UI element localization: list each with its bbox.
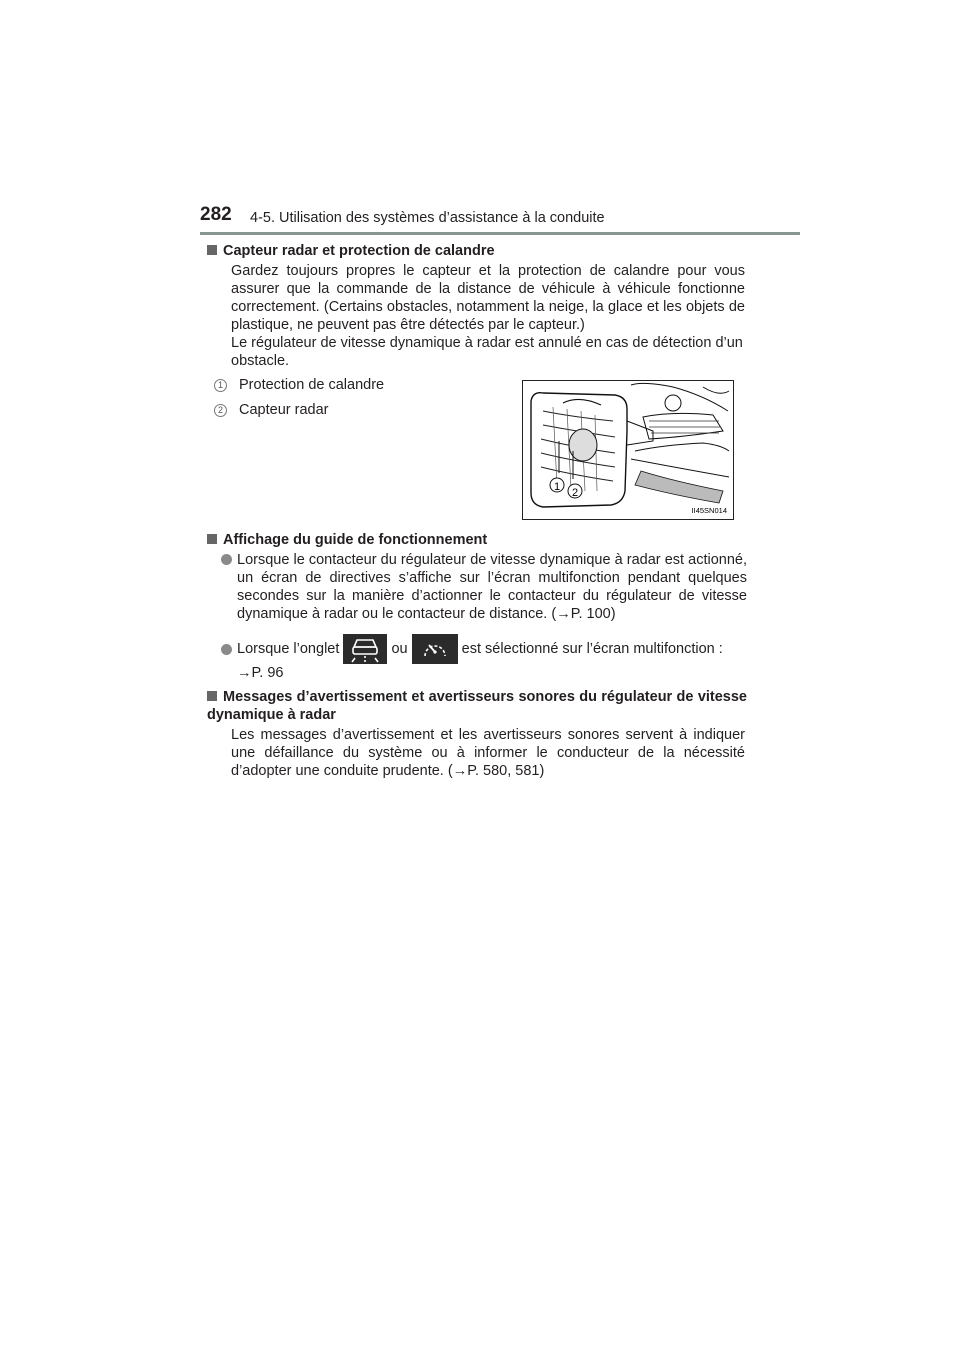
figure-code: II45SN014	[691, 506, 727, 515]
bullet-text: Lorsque le contacteur du régulateur de vitesse dynamique à radar est actionné, un écran de directives s’affiche sur l’écran multifonction pendant quelques secondes sur la manière d’actionner le contacteur du régulateur de vitesse dynamique à radar ou le contacteur de distance. (→P. 100)	[237, 552, 747, 622]
figure-marker-1: 1	[553, 481, 561, 493]
page-number: 282	[200, 204, 232, 225]
paragraph-text: Le régulateur de vitesse dynamique à radar est annulé en cas de détection d’un obstacle.	[231, 335, 743, 369]
bullet-text-row	[237, 634, 747, 664]
round-bullet-icon	[221, 554, 232, 565]
section-heading-radar	[207, 242, 747, 260]
header-divider	[200, 232, 800, 235]
callout-number: 2	[214, 404, 227, 417]
callout-2	[214, 402, 328, 418]
section-heading-guide	[207, 531, 747, 549]
bullet-text-before: Lorsque l’onglet	[237, 641, 340, 657]
heading-text: Messages d’avertissement et avertisseurs sonores du régulateur de vitesse dynamique à radar	[207, 689, 747, 723]
bullet-item-tab	[221, 634, 747, 664]
callout-label: Protection de calandre	[239, 377, 385, 393]
round-bullet-icon	[221, 644, 232, 655]
speedometer-tab-icon	[412, 634, 458, 664]
paragraph-warnings	[231, 726, 745, 780]
callout-label: Capteur radar	[239, 402, 329, 418]
page-reference: →P. 96	[237, 665, 284, 681]
callout-1	[214, 377, 384, 393]
paragraph-text: Gardez toujours propres le capteur et la protection de calandre pour vous assurer que la commande de la distance de véhicule à véhicule fonctionne correctement. (Certains obstacles, notamment la neige, la glace et les objets de plastique, ne peuvent pas être détectés par le capteur.)	[231, 263, 745, 333]
figure-marker-2: 2	[571, 487, 579, 499]
driving-assist-tab-icon	[343, 634, 387, 664]
section-heading-warnings	[207, 688, 747, 724]
callout-number: 1	[214, 379, 227, 392]
square-bullet-icon	[207, 691, 217, 701]
bullet-text-after: est sélectionné sur l’écran multifonction :	[461, 641, 723, 657]
heading-text: Capteur radar et protection de calandre	[223, 243, 495, 259]
section-title: 4-5. Utilisation des systèmes d’assistance à la conduite	[250, 210, 605, 226]
bullet-item-guide	[221, 551, 747, 623]
paragraph-radar	[231, 262, 745, 370]
car-front-drawing	[523, 381, 733, 519]
paragraph-text: Les messages d’avertissement et les avertisseurs sonores servent à indiquer une défaillance du système ou à informer le conducteur de la nécessité d’adopter une conduite prudente. (→P. 580, 581)	[231, 727, 745, 779]
bullet-text-or: ou	[391, 641, 408, 657]
heading-text: Affichage du guide de fonctionnement	[223, 532, 488, 548]
square-bullet-icon	[207, 534, 217, 544]
square-bullet-icon	[207, 245, 217, 255]
grille-radar-illustration	[522, 380, 734, 520]
